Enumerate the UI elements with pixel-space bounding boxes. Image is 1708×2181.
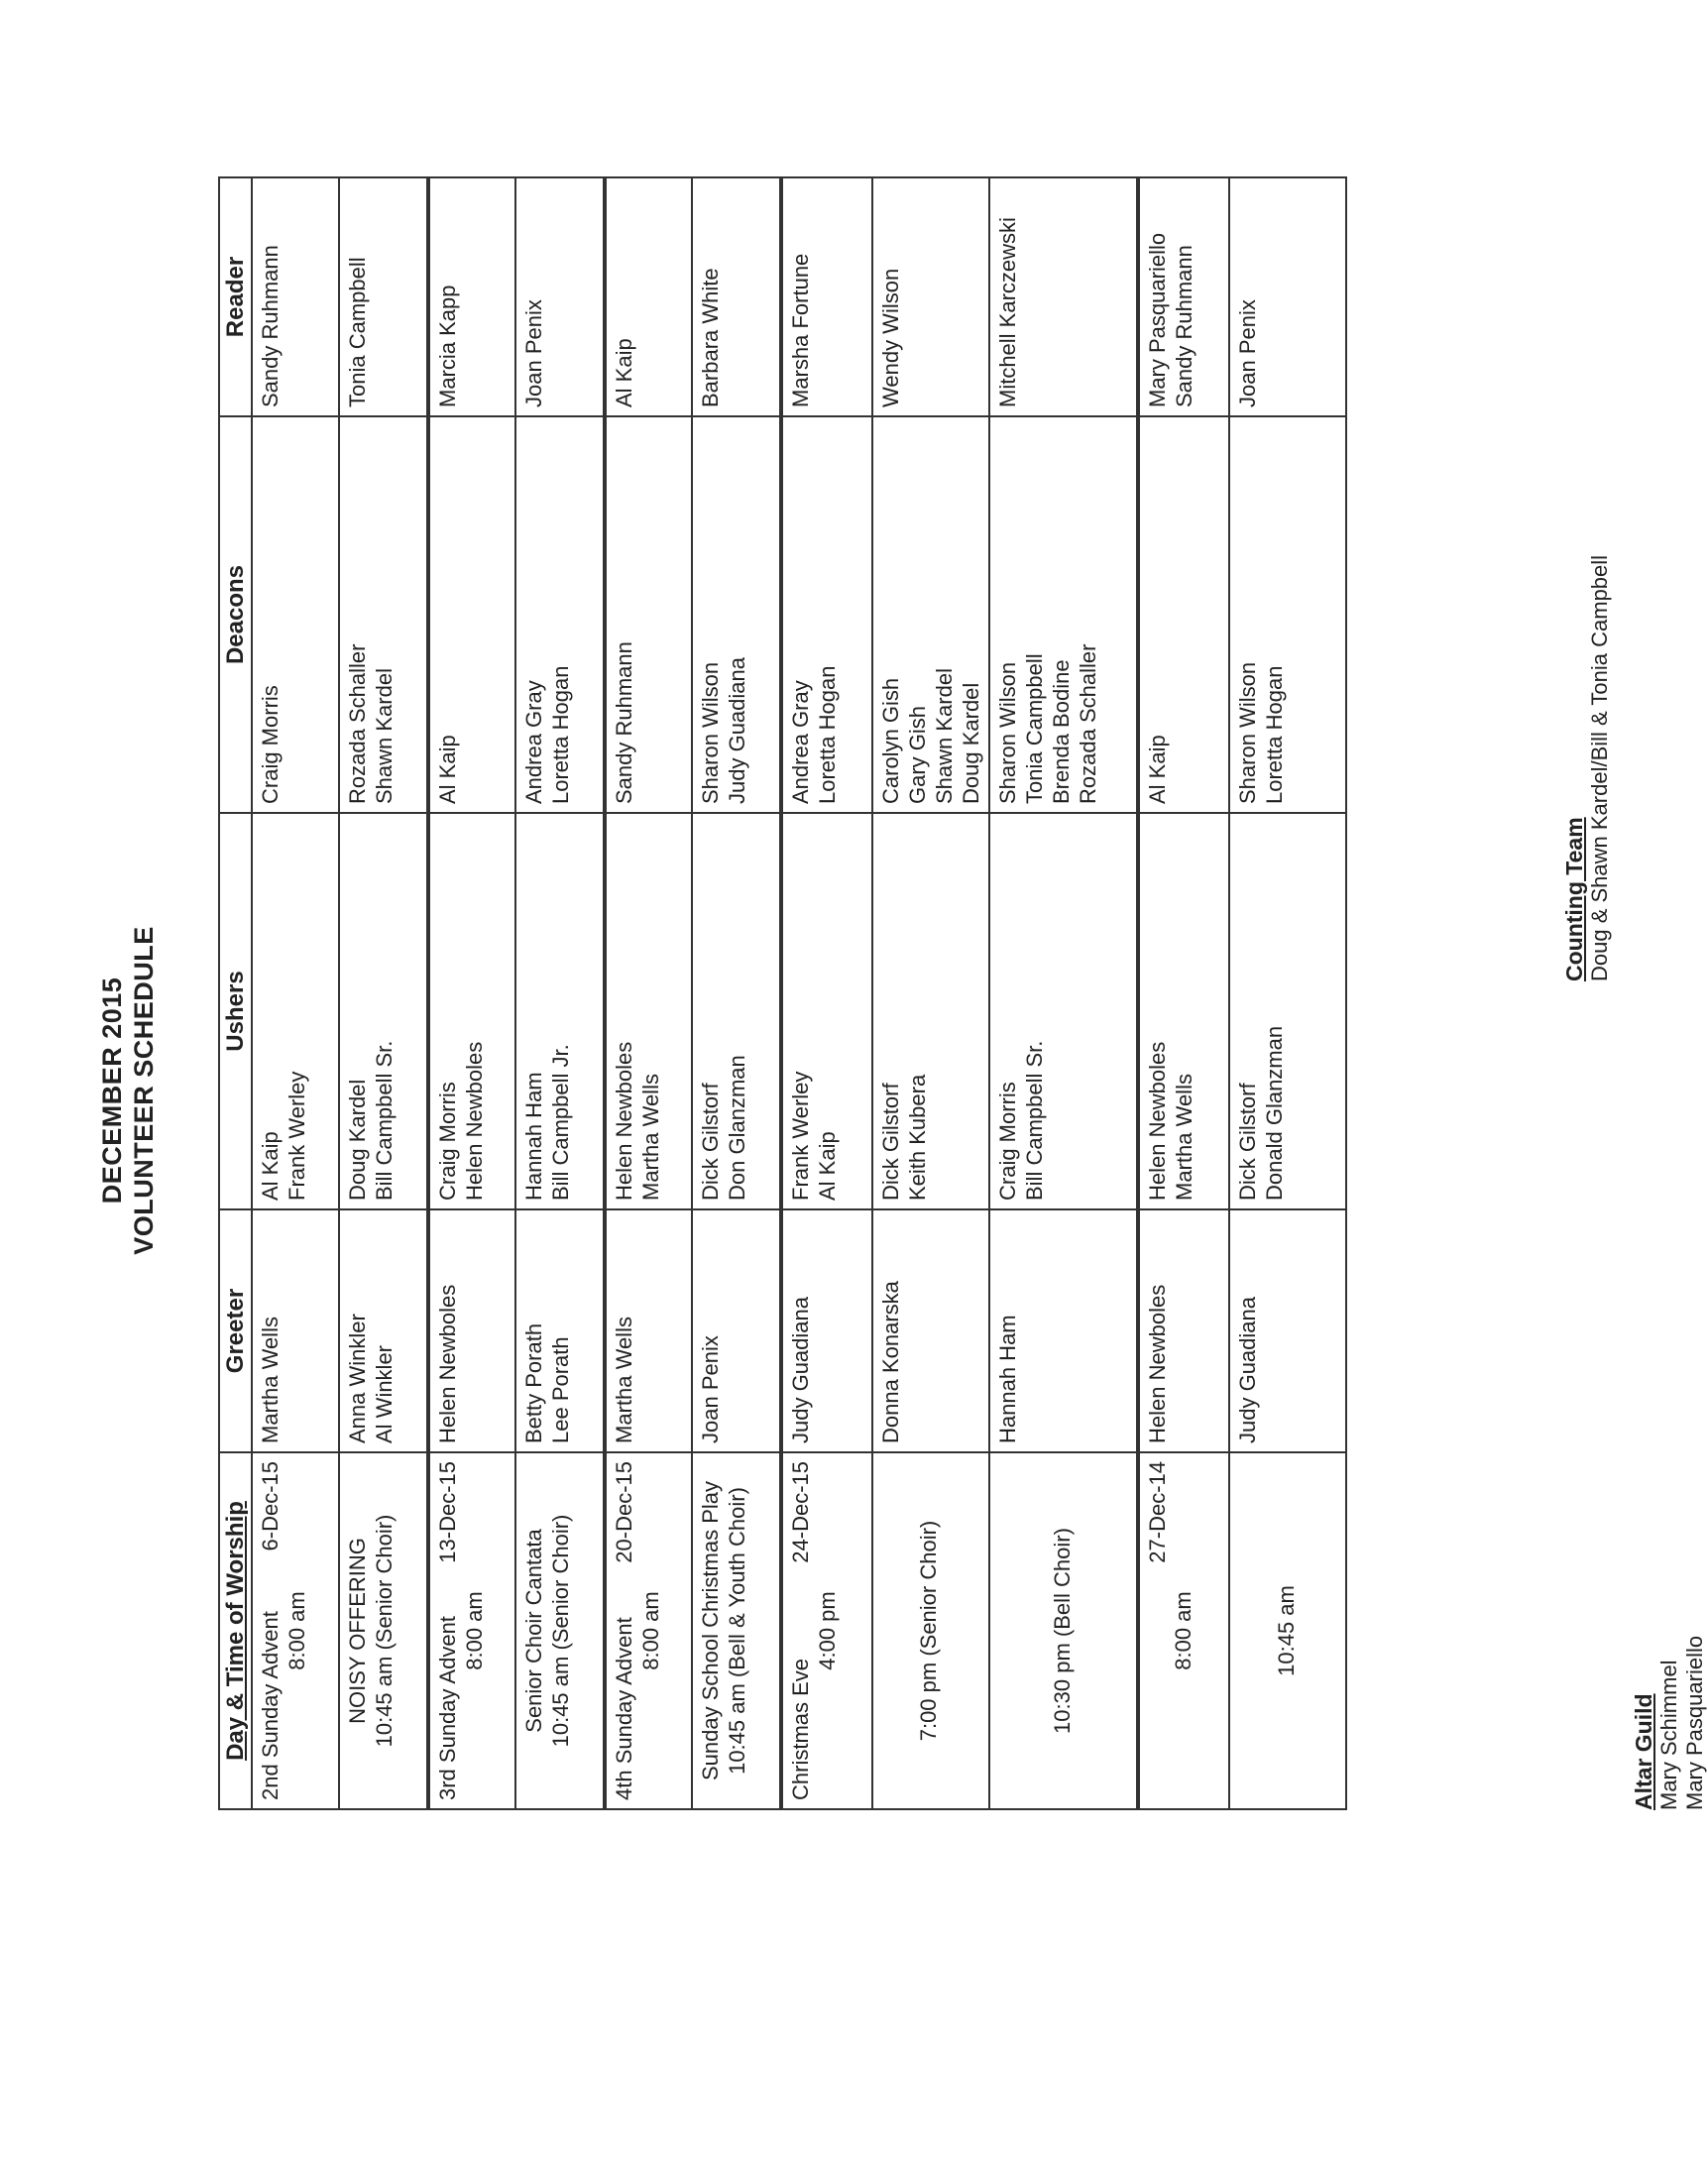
service-time: 10:30 pm (Bell Choir) [1050,1528,1075,1734]
schedule-table [218,176,1347,1810]
deacons-name: Shawn Kardel [932,668,957,804]
service-date: 24-Dec-15 [788,1461,813,1563]
greeter-name: Martha Wells [612,1317,636,1443]
column-header-ushers: Ushers [219,813,252,1209]
greeter-name: Martha Wells [258,1317,283,1443]
day-time-cell [515,1452,605,1809]
deacons-cell [1138,416,1229,813]
ushers-name: Bill Campbell Sr. [372,1040,397,1201]
reader-name: Barbara White [698,268,723,407]
altar-guild-heading: Altar Guild [1631,1693,1656,1810]
service-time: 8:00 am [285,1591,309,1670]
ushers-name: Al Kaip [258,1131,283,1201]
ushers-name: Bill Campbell Jr. [548,1044,573,1201]
table-row [515,177,605,1809]
reader-name: Mary Pasquariello [1145,232,1170,407]
column-header-day: Day & Time of Worship [219,1452,252,1809]
reader-name: Wendy Wilson [878,268,903,407]
greeter-name: Anna Winkler [345,1314,370,1443]
reader-cell [339,177,428,416]
ushers-cell [781,813,872,1209]
table-row [252,177,339,1809]
service-name: 2nd Sunday Advent [258,1611,283,1800]
header-row [219,177,252,1809]
deacons-cell [339,416,428,813]
service-time: 10:45 am (Senior Choir) [372,1514,397,1748]
schedule-body [252,177,1346,1809]
reader-name: Mitchell Karczewski [995,217,1020,407]
deacons-cell [515,416,605,813]
deacons-name: Loretta Hogan [548,665,573,804]
table-row [339,177,428,1809]
reader-cell [692,177,781,416]
day-time-cell [339,1452,428,1809]
deacons-name: Andrea Gray [788,680,813,804]
service-time: 10:45 am (Senior Choir) [548,1514,573,1748]
service-name: Christmas Eve [788,1658,813,1800]
service-time: 8:00 am [462,1591,487,1670]
greeter-cell [252,1209,339,1452]
deacons-name: Sandy Ruhmann [612,641,636,804]
reader-name: Sandy Ruhmann [1172,245,1196,407]
deacons-cell [692,416,781,813]
reader-cell [1229,177,1346,416]
greeter-cell [989,1209,1138,1452]
service-name: Senior Choir Cantata [521,1529,546,1733]
altar-guild-member: Mary Schimmel [1656,1660,1681,1810]
service-time: 8:00 am [638,1591,663,1670]
day-time-cell [989,1452,1138,1809]
day-time-cell [781,1452,872,1809]
ushers-name: Donald Glanzman [1262,1025,1287,1201]
service-name: 3rd Sunday Advent [435,1616,460,1800]
ushers-name: Craig Morris [435,1082,460,1201]
reader-name: Tonia Campbell [345,257,370,407]
greeter-cell [1229,1209,1346,1452]
service-time: 8:00 am [1171,1591,1196,1670]
reader-name: Marsha Fortune [788,253,813,407]
ushers-cell [339,813,428,1209]
service-time: 10:45 am [1274,1585,1299,1676]
ushers-cell [252,813,339,1209]
day-time-cell [605,1452,692,1809]
reader-cell [781,177,872,416]
counting-team-heading: Counting Team [1561,817,1587,981]
greeter-name: Helen Newboles [435,1284,460,1443]
deacons-name: Judy Guadiana [725,657,749,804]
greeter-name: Judy Guadiana [1235,1297,1260,1443]
ushers-name: Don Glanzman [725,1055,749,1201]
ushers-cell [515,813,605,1209]
day-time-cell [872,1452,989,1809]
service-date: 20-Dec-15 [612,1461,636,1563]
deacons-name: Gary Gish [905,705,930,804]
greeter-cell [428,1209,515,1452]
altar-guild [1631,1636,1708,1810]
service-time: 4:00 pm [815,1591,840,1670]
deacons-cell [252,416,339,813]
service-time: 7:00 pm (Senior Choir) [915,1520,941,1742]
ushers-name: Dick Gilstorf [698,1083,723,1201]
ushers-cell [1229,813,1346,1209]
greeter-name: Joan Penix [698,1335,723,1443]
greeter-name: Hannah Ham [995,1315,1020,1443]
ushers-cell [692,813,781,1209]
deacons-cell [428,416,515,813]
table-row [872,177,989,1809]
service-name: Sunday School Christmas Play [698,1480,723,1781]
table-row [428,177,515,1809]
deacons-name: Doug Kardel [959,682,983,804]
service-date: 27-Dec-14 [1145,1461,1170,1563]
greeter-cell [692,1209,781,1452]
reader-cell [515,177,605,416]
deacons-name: Sharon Wilson [1235,661,1260,804]
day-time-cell [1229,1452,1346,1809]
reader-cell [428,177,515,416]
service-date: 13-Dec-15 [435,1461,460,1563]
column-header-greeter: Greeter [219,1209,252,1452]
deacons-name: Andrea Gray [521,680,546,804]
deacons-cell [872,416,989,813]
page-subtitle: VOLUNTEER SCHEDULE [129,926,159,1255]
deacons-name: Brenda Bodine [1049,659,1074,804]
ushers-name: Helen Newboles [612,1041,636,1201]
deacons-name: Al Kaip [435,735,460,804]
ushers-name: Martha Wells [638,1074,663,1201]
greeter-name: Betty Porath [521,1322,546,1443]
ushers-name: Keith Kubera [905,1074,930,1201]
day-time-cell [1138,1452,1229,1809]
greeter-cell [515,1209,605,1452]
deacons-name: Loretta Hogan [815,665,840,804]
table-row [1138,177,1229,1809]
counting-team-member: Doug & Shawn Kardel/Bill & Tonia Campbell [1587,554,1612,981]
deacons-name: Tonia Campbell [1022,653,1047,804]
deacons-name: Sharon Wilson [995,661,1020,804]
ushers-name: Bill Campbell Sr. [1022,1040,1047,1201]
day-time-cell [252,1452,339,1809]
deacons-cell [1229,416,1346,813]
ushers-name: Dick Gilstorf [1235,1083,1260,1201]
ushers-name: Frank Werley [788,1071,813,1201]
ushers-name: Helen Newboles [1145,1041,1170,1201]
column-header-deacons: Deacons [219,416,252,813]
reader-cell [1138,177,1229,416]
reader-cell [252,177,339,416]
column-header-reader: Reader [219,177,252,416]
table-row [692,177,781,1809]
deacons-name: Rozada Schaller [1076,643,1100,804]
ushers-name: Hannah Ham [521,1072,546,1201]
greeter-cell [781,1209,872,1452]
greeter-cell [339,1209,428,1452]
greeter-cell [605,1209,692,1452]
ushers-cell [605,813,692,1209]
reader-name: Sandy Ruhmann [258,245,283,407]
counting-team [1561,555,1613,981]
reader-name: Joan Penix [521,299,546,407]
ushers-name: Doug Kardel [345,1079,370,1201]
table-row [989,177,1138,1809]
service-name: NOISY OFFERING [345,1538,370,1724]
greeter-name: Lee Porath [548,1336,573,1443]
ushers-name: Al Kaip [815,1131,840,1201]
page-title: DECEMBER 2015 [97,976,127,1205]
deacons-name: Al Kaip [1145,735,1170,804]
deacons-name: Rozada Schaller [345,643,370,804]
deacons-name: Craig Morris [258,685,283,804]
reader-name: Al Kaip [612,338,636,407]
deacons-name: Carolyn Gish [878,677,903,804]
greeter-cell [1138,1209,1229,1452]
service-date: 6-Dec-15 [258,1461,283,1551]
ushers-name: Dick Gilstorf [878,1083,903,1201]
ushers-cell [989,813,1138,1209]
ushers-name: Frank Werley [285,1071,309,1201]
greeter-name: Donna Konarska [878,1281,903,1443]
greeter-name: Helen Newboles [1145,1284,1170,1443]
table-row [1229,177,1346,1809]
ushers-name: Craig Morris [995,1082,1020,1201]
ushers-cell [428,813,515,1209]
deacons-name: Sharon Wilson [698,661,723,804]
deacons-cell [605,416,692,813]
reader-cell [872,177,989,416]
day-time-cell [692,1452,781,1809]
reader-cell [605,177,692,416]
deacons-name: Shawn Kardel [372,668,397,804]
deacons-cell [989,416,1138,813]
service-name: 4th Sunday Advent [612,1617,636,1800]
ushers-cell [1138,813,1229,1209]
table-row [605,177,692,1809]
greeter-name: Judy Guadiana [788,1297,813,1443]
ushers-name: Helen Newboles [462,1041,487,1201]
table-row [781,177,872,1809]
day-time-cell [428,1452,515,1809]
reader-cell [989,177,1138,416]
deacons-cell [781,416,872,813]
greeter-name: Al Winkler [372,1344,397,1443]
greeter-cell [872,1209,989,1452]
reader-name: Marcia Kapp [435,285,460,407]
reader-name: Joan Penix [1235,299,1260,407]
ushers-name: Martha Wells [1172,1074,1196,1201]
altar-guild-member: Mary Pasquariello [1682,1635,1707,1810]
deacons-name: Loretta Hogan [1262,665,1287,804]
ushers-cell [872,813,989,1209]
service-time: 10:45 am (Bell & Youth Choir) [725,1487,749,1775]
